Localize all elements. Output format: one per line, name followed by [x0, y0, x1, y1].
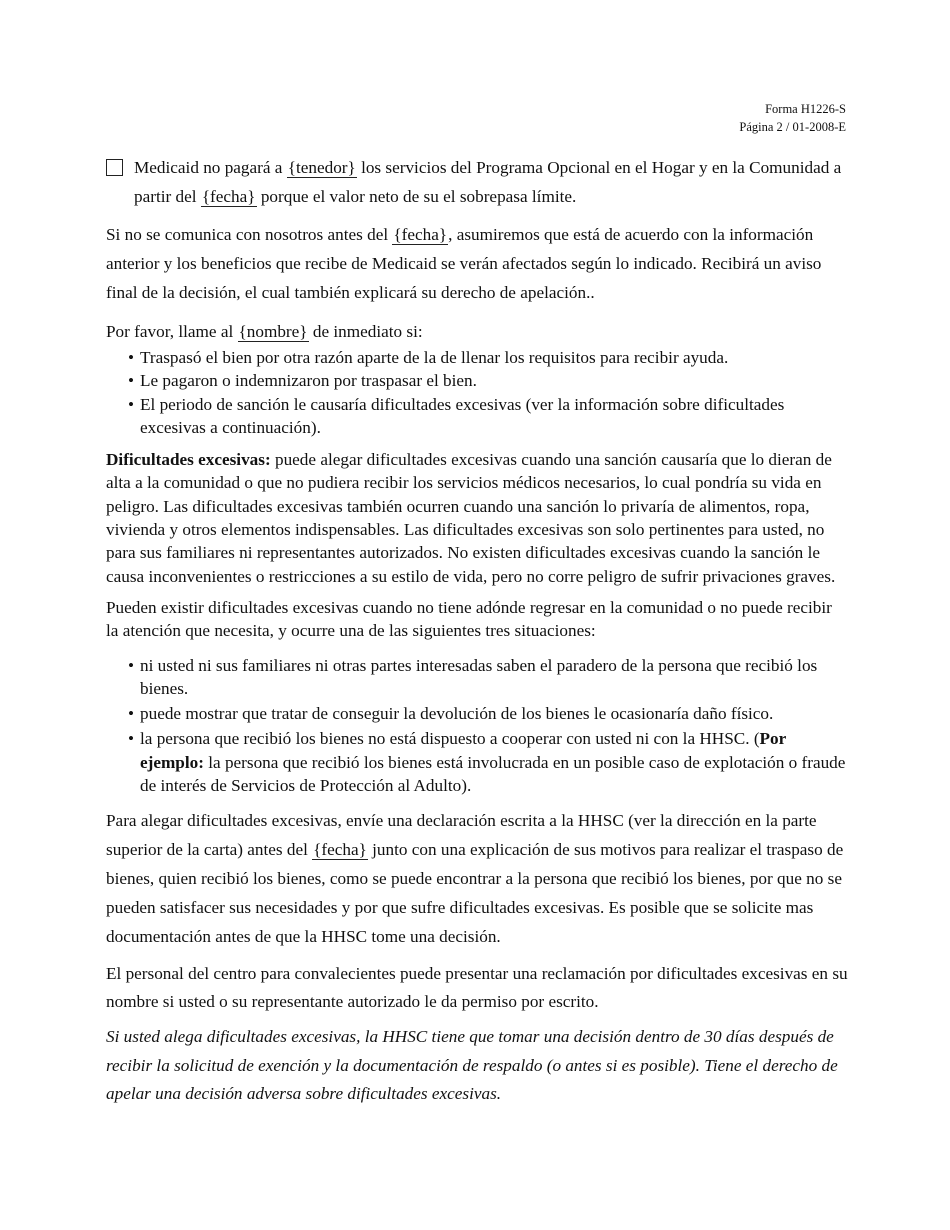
contact-date-field[interactable]: {fecha} [393, 225, 448, 244]
list-item: • ni usted ni sus familiares ni otras partes interesadas saben el paradero de la persona que recibió los bienes. [106, 654, 848, 701]
medicaid-option-text: Medicaid no pagará a {tenedor} los servicios del Programa Opcional en el Hogar y en la Comunidad a partir del {fecha} porque el valor neto de su el sobrepasa límite. [134, 158, 842, 206]
name-field[interactable]: {nombre} [238, 322, 308, 341]
decision-paragraph: Si usted alega dificultades excesivas, la HHSC tiene que tomar una decisión dentro de 30 días después de recibir la solicitud de exención y la documentación de respaldo (o antes si es posible). Tiene el derecho de apelar una decisión adversa sobre dificultades excesivas. [106, 1027, 838, 1104]
list-item: • El periodo de sanción le causaría dificultades excesivas (ver la información sobre dificultades excesivas a continuación). [106, 393, 848, 440]
document-body [106, 153, 848, 1109]
form-number: Forma H1226-S [765, 102, 846, 116]
situations-list [106, 654, 848, 798]
list-item: • la persona que recibió los bienes no está dispuesto a cooperar con usted ni con la HHSC. (Por ejemplo: la persona que recibió los bienes está involucrada en un posible caso de explotación o fraude de interés de Servicios de Protección al Adulto). [106, 727, 848, 797]
date-field[interactable]: {fecha} [201, 187, 256, 206]
situations-intro-paragraph: Pueden existir dificultades excesivas cuando no tiene adónde regresar en la comunidad o no puede recibir la atención que necesita, y ocurre una de las siguientes tres situaciones: [106, 597, 832, 641]
page-header [739, 100, 846, 136]
holder-field[interactable]: {tenedor} [287, 158, 356, 177]
list-item: • puede mostrar que tratar de conseguir la devolución de los bienes le ocasionaría daño físico. [106, 702, 848, 725]
call-reasons-list [106, 346, 848, 439]
contact-deadline-paragraph: Si no se comunica con nosotros antes del {fecha}, asumiremos que está de acuerdo con la información anterior y los beneficios que recibe de Medicaid se verán afectados según lo indicado. Recibirá un aviso final de la decisión, el cual también explicará su derecho de apelación.. [106, 225, 822, 302]
hardship-label: Dificultades excesivas: [106, 450, 271, 470]
medicaid-option-checkbox[interactable] [106, 159, 123, 176]
call-paragraph: Por favor, llame al {nombre} de inmediato si: [106, 322, 423, 341]
list-item: • Traspasó el bien por otra razón aparte de la de llenar los requisitos para recibir ayuda. [106, 346, 848, 369]
staff-claim-paragraph: El personal del centro para convalecientes puede presentar una reclamación por dificultades excesivas en su nombre si usted o su representante autorizado le da permiso por escrito. [106, 964, 848, 1012]
claim-instructions-paragraph: Para alegar dificultades excesivas, envíe una declaración escrita a la HHSC (ver la dirección en la parte superior de la carta) antes del {fecha} junto con una explicación de sus motivos para realizar el traspaso de bienes, quien recibió los bienes, como se puede encontrar a la persona que recibió los bienes, por que no se pueden satisfacer sus necesidades y por que sufre dificultades excesivas. Es posible que se solicite mas documentación antes de que la HHSC tome una decisión. [106, 811, 844, 947]
claim-date-field[interactable]: {fecha} [313, 840, 367, 860]
page-info: Página 2 / 01-2008-E [739, 120, 846, 134]
medicaid-option-row [106, 153, 848, 211]
hardship-definition-paragraph: Dificultades excesivas: puede alegar dificultades excesivas cuando una sanción causaría que lo dieran de alta a la comunidad o que no pudiera recibir los servicios médicos necesarios, lo cual pondría su vida en peligro. Las dificultades excesivas también ocurren cuando una sanción lo privaría de alimentos, ropa, vivienda y otros elementos indispensables. Las dificultades excesivas son solo pertinentes para usted, no para sus familiares ni representantes autorizados. No existen dificultades excesivas cuando la sanción le causa inconvenientes o restricciones a su estilo de vida, pero no corre peligro de sufrir privaciones graves. [106, 450, 836, 586]
list-item: • Le pagaron o indemnizaron por traspasar el bien. [106, 369, 848, 392]
